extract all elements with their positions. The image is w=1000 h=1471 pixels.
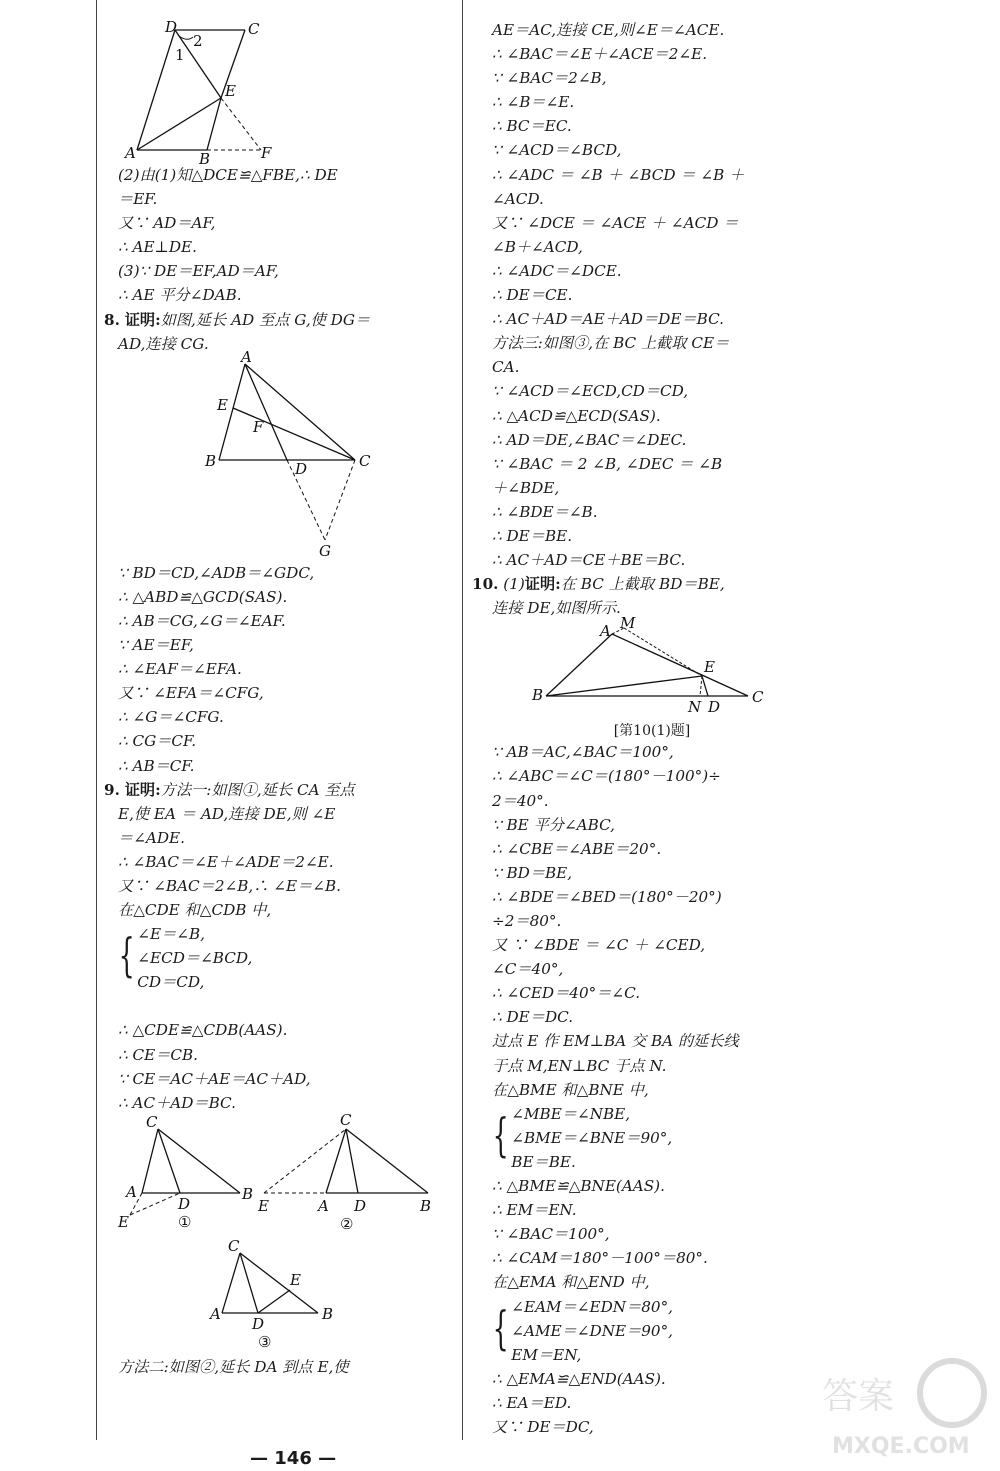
text-line: ∴ EM＝EN.	[492, 1201, 577, 1220]
text-line: ∴ △CDE≌△CDB(AAS).	[118, 1021, 288, 1040]
svg-text:B: B	[532, 686, 544, 705]
text-line: ∵ ∠BAC＝2∠B,	[492, 69, 607, 88]
proof-label: 证明:	[124, 780, 161, 799]
text-line: ∴ △ACD≌△ECD(SAS).	[492, 406, 661, 425]
text-line: 又∵ AD＝AF,	[118, 214, 216, 233]
svg-text:C: C	[340, 1110, 352, 1129]
text-line: ÷2＝80°.	[492, 912, 562, 930]
text-line: EM＝EN,	[511, 1345, 582, 1364]
svg-text:A: A	[600, 622, 611, 641]
watermark-logo	[812, 1353, 992, 1463]
svg-text:D: D	[252, 1314, 265, 1333]
text-line: ∠E＝∠B,	[137, 925, 205, 944]
svg-text:1: 1	[175, 46, 185, 64]
text-line: ＝∠ADE.	[118, 828, 185, 847]
q9-heading	[104, 778, 448, 802]
text-line: ∴ EA＝ED.	[492, 1393, 572, 1412]
svg-text:A: A	[126, 1182, 137, 1201]
text-line: 在△BME 和△BNE 中,	[492, 1080, 649, 1099]
figure-label: ②	[340, 1214, 354, 1233]
text-line: ∵ BD＝BE,	[492, 863, 573, 882]
text-line: ∴ BC＝EC.	[492, 117, 572, 136]
text-line: ∴ ∠ADC ＝ ∠B ＋ ∠BCD ＝ ∠B ＋	[492, 165, 745, 184]
svg-text:2: 2	[193, 32, 203, 50]
text-line: ＋∠BDE,	[492, 478, 560, 497]
text-line: ∠MBE＝∠NBE,	[511, 1104, 631, 1123]
q10-lines	[492, 740, 812, 1101]
text-line: ∴ △ABD≌△GCD(SAS).	[118, 587, 288, 606]
figure-triangle-q10	[532, 614, 772, 720]
q9-continued-lines	[492, 18, 812, 572]
text-line: 2＝40°.	[492, 791, 549, 810]
text-line: ∴ AC＋AD＝AE＋AD＝DE＝BC.	[492, 310, 724, 329]
text-line: ∠ACD.	[492, 189, 544, 208]
svg-text:G: G	[319, 541, 331, 560]
text-line: 于点 M,EN⊥BC 于点 N.	[492, 1056, 667, 1075]
text-line: 又∵ ∠BAC＝2∠B,∴ ∠E＝∠B.	[118, 876, 341, 895]
text-line: 方法三:如图③,在 BC 上截取 CE＝	[492, 334, 730, 353]
text-line: ∴ ∠BDE＝∠B.	[492, 502, 598, 521]
text-line: ∵ ∠BAC ＝ 2 ∠B, ∠DEC ＝ ∠B	[492, 454, 723, 473]
text-line: ∴ ∠BDE＝∠BED＝(180°－20°)	[492, 887, 722, 906]
brace-icon: {	[118, 928, 135, 983]
proof-label: 证明:	[124, 310, 161, 329]
svg-text:C: C	[752, 688, 764, 707]
sub-number: (1)	[503, 575, 525, 594]
q7-lines	[118, 163, 448, 308]
q9-conclusion-lines	[118, 1018, 448, 1114]
svg-text:D: D	[178, 1194, 191, 1213]
column-rule-left	[96, 0, 97, 1440]
text-line: ∵ BE 平分∠ABC,	[492, 815, 615, 834]
figure-label: ①	[178, 1212, 192, 1231]
svg-text:答案: 答案	[822, 1376, 895, 1417]
svg-text:M: M	[620, 614, 636, 633]
page-number: — 146 —	[250, 1448, 337, 1469]
q10-lines-3	[492, 1367, 812, 1439]
svg-text:B: B	[205, 451, 217, 470]
svg-text:D: D	[295, 459, 308, 478]
text-line: ∴ △EMA≌△END(AAS).	[492, 1369, 666, 1388]
svg-text:E: E	[704, 658, 715, 677]
svg-text:A: A	[210, 1304, 221, 1323]
text-line: ∴ AE⊥DE.	[118, 238, 197, 257]
text-line: ∴ ∠BAC＝∠E＋∠ADE＝2∠E.	[118, 852, 334, 871]
text-line: 方法二:如图②,延长 DA 到点 E,使	[118, 1357, 349, 1376]
svg-text:B: B	[242, 1184, 254, 1203]
svg-text:E: E	[225, 82, 236, 100]
svg-text:D: D	[708, 698, 721, 717]
svg-text:N: N	[688, 698, 702, 717]
text-line: ∴ DE＝BE.	[492, 526, 573, 545]
text-line: 在△EMA 和△END 中,	[492, 1273, 650, 1292]
figure-caption: [第10(1)题]	[613, 723, 691, 740]
text-line: ∴ AC＋AD＝CE＋BE＝BC.	[492, 551, 686, 570]
brace-condition-group	[492, 1102, 812, 1174]
text-line: ∠EAM＝∠EDN＝80°,	[511, 1297, 674, 1316]
text-line: ∴ ∠EAF＝∠EFA.	[118, 660, 242, 679]
svg-text:D: D	[165, 18, 178, 36]
text-line: ∴ AC＋AD＝BC.	[118, 1093, 236, 1112]
brace-condition-group	[492, 1295, 812, 1367]
svg-text:F: F	[253, 417, 264, 436]
text-line: 过点 E 作 EM⊥BA 交 BA 的延长线	[492, 1032, 739, 1051]
text-line: ∵ AB＝AC,∠BAC＝100°,	[492, 743, 674, 762]
svg-text:A: A	[125, 144, 136, 162]
text-line: ∠ECD＝∠BCD,	[137, 949, 253, 968]
text-line: ∠C＝40°,	[492, 960, 564, 979]
svg-text:F: F	[261, 144, 272, 162]
figure-label: ③	[258, 1332, 272, 1351]
text-line: ∵ BD＝CD,∠ADB＝∠GDC,	[118, 563, 315, 582]
text-line: 又∵ DE＝DC,	[492, 1417, 594, 1436]
svg-text:C: C	[228, 1236, 240, 1255]
text-line: ∵ CE＝AC＋AE＝AC＋AD,	[118, 1069, 311, 1088]
text-line: ∴ AE 平分∠DAB.	[118, 286, 242, 305]
svg-text:A: A	[241, 347, 252, 366]
text-line: 连接 DE,如图所示.	[492, 599, 621, 618]
text-line: ∴ ∠G＝∠CFG.	[118, 708, 224, 727]
text-line: AD,连接 CG.	[118, 334, 209, 353]
left-column	[104, 18, 448, 1379]
column-rule-middle	[462, 0, 463, 1440]
q8-heading	[104, 308, 448, 332]
text-line: (2)由(1)知△DCE≌△FBE,∴ DE	[118, 166, 338, 184]
text-line: ∴ △BME≌△BNE(AAS).	[492, 1177, 665, 1196]
figure-triangle-q8	[133, 347, 433, 561]
text-line: ∵ AE＝EF,	[118, 636, 194, 655]
text-line: ∴ CG＝CF.	[118, 732, 197, 751]
figure-q9-set	[118, 1110, 448, 1355]
svg-text:D: D	[354, 1196, 367, 1215]
svg-text:C: C	[146, 1112, 158, 1131]
text-line: AE＝AC,连接 CE,则∠E＝∠ACE.	[492, 21, 725, 39]
svg-text:MXQE.COM: MXQE.COM	[832, 1434, 970, 1459]
text-line: 又 ∵ ∠BDE ＝ ∠C ＋ ∠CED,	[492, 936, 706, 955]
text-line: BE＝BE.	[511, 1152, 576, 1171]
text-line: 在 BC 上截取 BD＝BE,	[560, 575, 725, 594]
text-line: ∴ ∠ADC＝∠DCE.	[492, 261, 622, 280]
text-line: ∴ ∠BAC＝∠E＋∠ACE＝2∠E.	[492, 45, 708, 64]
q8-lines	[118, 561, 448, 778]
q10-heading	[472, 572, 812, 596]
svg-text:C: C	[248, 20, 260, 38]
text-line: 方法一:如图①,延长 CA 至点	[160, 780, 355, 799]
text-line: 如图,延长 AD 至点 G,使 DG＝	[160, 310, 371, 329]
q9-lines	[118, 802, 448, 922]
svg-text:E: E	[290, 1270, 301, 1289]
svg-text:B: B	[420, 1196, 432, 1215]
text-line: ∠AME＝∠DNE＝90°,	[511, 1321, 674, 1340]
text-line: 又∵ ∠DCE ＝ ∠ACE ＋ ∠ACD ＝	[492, 213, 739, 232]
text-line: ＝EF.	[118, 190, 158, 209]
question-number: 9.	[104, 780, 120, 799]
brace-condition-group	[118, 922, 448, 994]
text-line: CA.	[492, 358, 520, 377]
text-line: ∴ DE＝DC.	[492, 1008, 574, 1027]
svg-text:E: E	[258, 1196, 269, 1215]
question-number: 10.	[472, 575, 499, 594]
text-line: ∴ ∠ABC＝∠C＝(180°－100°)÷	[492, 767, 721, 786]
text-line: ∵ ∠ACD＝∠ECD,CD＝CD,	[492, 382, 689, 401]
brace-icon: {	[492, 1300, 509, 1355]
text-line: ∴ ∠CBE＝∠ABE＝20°.	[492, 839, 662, 858]
text-line: ∴ DE＝CE.	[492, 286, 573, 305]
text-line: (3)∵ DE＝EF,AD＝AF,	[118, 262, 279, 281]
question-number: 8.	[104, 310, 120, 329]
svg-text:E: E	[217, 395, 228, 414]
text-line: 在△CDE 和△CDB 中,	[118, 901, 272, 920]
svg-text:C: C	[359, 451, 371, 470]
svg-text:B: B	[322, 1304, 334, 1323]
text-line: ∴ AB＝CG,∠G＝∠EAF.	[118, 611, 286, 630]
q10-lines-2	[492, 1174, 812, 1294]
text-line: ∴ CE＝CB.	[118, 1045, 198, 1064]
text-line: E,使 EA ＝ AD,连接 DE,则 ∠E	[118, 804, 336, 823]
svg-text:B: B	[199, 150, 211, 168]
text-line: ∴ ∠B＝∠E.	[492, 93, 575, 112]
text-line: ∵ ∠ACD＝∠BCD,	[492, 141, 622, 160]
svg-text:E: E	[118, 1212, 129, 1231]
brace-icon: {	[492, 1107, 509, 1162]
text-line: ∴ ∠CAM＝180°－100°＝80°.	[492, 1249, 708, 1268]
text-line: ∵ ∠BAC＝100°,	[492, 1225, 610, 1244]
right-column	[472, 18, 812, 1439]
text-line: CD＝CD,	[137, 973, 205, 992]
proof-label: 证明:	[524, 575, 561, 594]
figure-parallelogram	[125, 18, 433, 168]
text-line: ∴ AB＝CF.	[118, 756, 195, 775]
text-line: 又∵ ∠EFA＝∠CFG,	[118, 684, 264, 703]
text-line: ∠BME＝∠BNE＝90°,	[511, 1128, 673, 1147]
text-line: ∠B＋∠ACD,	[492, 237, 583, 256]
text-line: ∴ ∠CED＝40°＝∠C.	[492, 984, 641, 1003]
svg-text:A: A	[318, 1196, 329, 1215]
text-line: ∴ AD＝DE,∠BAC＝∠DEC.	[492, 430, 687, 449]
